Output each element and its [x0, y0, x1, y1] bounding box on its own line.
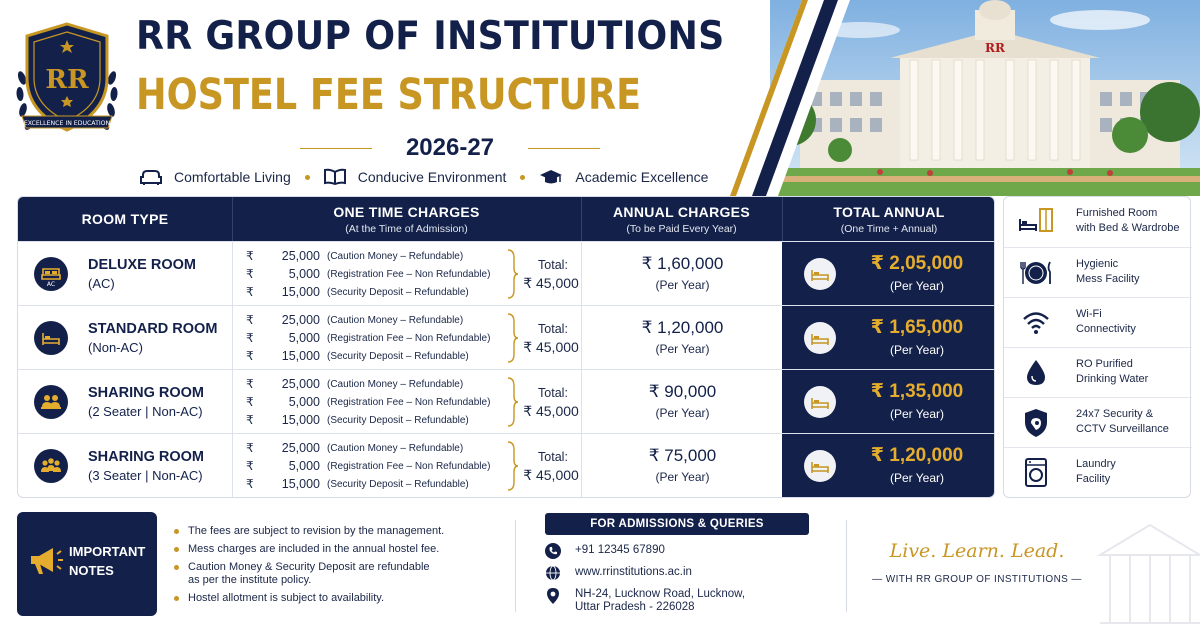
amenity-line2: Facility — [1076, 473, 1111, 485]
charge-label: (Security Deposit – Refundable) — [327, 415, 469, 426]
charge-label: (Security Deposit – Refundable) — [327, 351, 469, 362]
annual-period: (Per Year) — [655, 278, 710, 292]
brace-icon — [506, 312, 518, 364]
total-cell — [782, 306, 995, 370]
three-people-icon — [34, 449, 68, 483]
charge-amount: 25,000 — [281, 441, 320, 455]
title-institution: RR GROUP OF INSTITUTIONS — [136, 14, 725, 59]
room-subtitle: (Non-AC) — [88, 340, 143, 355]
phone-icon — [545, 543, 561, 559]
total-period: (Per Year) — [889, 407, 945, 421]
crest-logo — [12, 20, 122, 140]
total-period: (Per Year) — [889, 471, 945, 485]
room-type-cell — [18, 434, 232, 498]
charge-line — [246, 394, 506, 411]
location-pin-icon — [545, 587, 561, 605]
bullet — [174, 547, 179, 552]
feature-separator — [520, 175, 525, 180]
header-sublabel: (At the Time of Admission) — [345, 222, 468, 235]
charge-amount: 25,000 — [281, 249, 320, 263]
bed-icon — [804, 386, 836, 418]
globe-icon — [545, 565, 561, 581]
charge-amount: 15,000 — [281, 285, 320, 299]
bullet — [174, 529, 179, 534]
note-text: Mess charges are included in the annual hostel fee. — [188, 543, 440, 555]
charge-line — [246, 312, 506, 329]
graduation-cap-icon — [539, 168, 563, 186]
charge-label: (Registration Fee – Non Refundable) — [327, 333, 491, 344]
total-amount: ₹ 2,05,000 — [870, 253, 964, 274]
list-item — [174, 561, 504, 587]
amenity-item — [1004, 447, 1192, 497]
room-type-cell — [18, 242, 232, 306]
amenity-line1: Laundry — [1076, 458, 1116, 470]
currency-symbol: ₹ — [246, 249, 254, 263]
charge-label: (Caution Money – Refundable) — [327, 379, 464, 390]
feature-label: Comfortable Living — [174, 169, 291, 185]
amenity-item — [1004, 197, 1192, 247]
amenity-line1: Wi-Fi — [1076, 308, 1102, 320]
charge-line — [246, 412, 506, 429]
charge-label: (Registration Fee – Non Refundable) — [327, 269, 491, 280]
currency-symbol: ₹ — [246, 459, 254, 473]
amenity-line2: Mess Facility — [1076, 273, 1140, 285]
one-time-total-label: Total: — [538, 258, 568, 272]
building-sign: RR — [985, 41, 1005, 55]
table-row — [18, 433, 995, 497]
bed-icon — [804, 258, 836, 290]
annual-cell — [581, 434, 782, 498]
currency-symbol: ₹ — [246, 285, 254, 299]
brace-icon — [506, 376, 518, 428]
charge-amount: 5,000 — [288, 331, 320, 345]
total-period: (Per Year) — [889, 343, 945, 357]
header-one-time — [232, 197, 581, 241]
charge-line — [246, 440, 506, 457]
currency-symbol: ₹ — [246, 349, 254, 363]
amenity-line2: Connectivity — [1076, 323, 1136, 335]
currency-symbol: ₹ — [246, 267, 254, 281]
amenity-line2: with Bed & Wardrobe — [1076, 222, 1180, 234]
amenity-line1: 24x7 Security & — [1076, 408, 1154, 420]
total-cell — [782, 242, 995, 306]
notes-title-line: IMPORTANT — [69, 544, 146, 559]
note-text: Hostel allotment is subject to availability. — [188, 592, 385, 604]
charge-label: (Caution Money – Refundable) — [327, 443, 464, 454]
one-time-total: ₹ 45,000 — [523, 403, 579, 419]
year-block — [300, 134, 600, 162]
room-name: DELUXE ROOM — [88, 257, 196, 273]
header-label: TOTAL ANNUAL — [833, 203, 945, 220]
feature-separator — [305, 175, 310, 180]
notes-title — [69, 542, 153, 580]
bed-icon — [804, 450, 836, 482]
header-label: ANNUAL CHARGES — [613, 203, 750, 220]
room-subtitle: (AC) — [88, 276, 115, 291]
bed-icon — [34, 321, 68, 355]
header-total-annual — [782, 197, 995, 241]
list-item — [174, 525, 504, 538]
building-watermark-icon — [1090, 505, 1200, 625]
amenity-line1: Furnished Room — [1076, 207, 1158, 219]
header-annual — [581, 197, 782, 241]
sofa-icon — [140, 168, 162, 186]
header-label: ROOM TYPE — [81, 211, 169, 227]
amenity-item — [1004, 397, 1192, 447]
charge-label: (Security Deposit – Refundable) — [327, 287, 469, 298]
currency-symbol: ₹ — [246, 441, 254, 455]
washing-machine-icon — [1018, 456, 1054, 490]
table-row — [18, 241, 995, 305]
charge-amount: 15,000 — [281, 349, 320, 363]
charge-line — [246, 376, 506, 393]
table-row — [18, 369, 995, 433]
slogan: Live. Learn. Lead. — [889, 540, 1065, 562]
charge-line — [246, 458, 506, 475]
notes-list — [174, 525, 504, 610]
table-row — [18, 305, 995, 369]
amenities-panel — [1003, 196, 1191, 498]
charge-amount: 25,000 — [281, 377, 320, 391]
note-text: The fees are subject to revision by the management. — [188, 525, 445, 537]
header-sublabel: (One Time + Annual) — [840, 222, 938, 235]
crest-motto: EXCELLENCE IN EDUCATION — [23, 120, 111, 127]
currency-symbol: ₹ — [246, 413, 254, 427]
charge-line — [246, 248, 506, 265]
bullet — [174, 596, 179, 601]
amenity-item — [1004, 297, 1192, 347]
amenity-item — [1004, 347, 1192, 397]
bed-wardrobe-icon — [1018, 205, 1054, 239]
charge-line — [246, 330, 506, 347]
brace-icon — [506, 440, 518, 492]
ac-badge: AC — [46, 281, 56, 288]
room-name: SHARING ROOM — [88, 385, 204, 401]
footer-divider — [846, 520, 847, 612]
one-time-cell — [232, 306, 581, 370]
shield-icon — [1018, 406, 1054, 440]
charge-amount: 5,000 — [288, 459, 320, 473]
room-subtitle: (2 Seater | Non-AC) — [88, 404, 203, 419]
brace-icon — [506, 248, 518, 300]
one-time-total: ₹ 45,000 — [523, 467, 579, 483]
one-time-cell — [232, 370, 581, 434]
room-type-cell — [18, 370, 232, 434]
header-label: ONE TIME CHARGES — [333, 203, 480, 220]
currency-symbol: ₹ — [246, 477, 254, 491]
address — [575, 588, 745, 614]
total-cell — [782, 370, 995, 434]
feature-item — [539, 168, 708, 186]
note-text: as per the institute policy. — [188, 574, 312, 586]
slogan-tagline: — WITH RR GROUP OF INSTITUTIONS — — [872, 574, 1082, 585]
water-drop-icon — [1018, 356, 1054, 390]
address-line: Uttar Pradesh - 226028 — [575, 601, 695, 613]
ac-room-icon — [34, 257, 68, 291]
annual-amount: ₹ 1,20,000 — [641, 318, 724, 337]
charge-amount: 25,000 — [281, 313, 320, 327]
charge-line — [246, 476, 506, 493]
room-subtitle: (3 Seater | Non-AC) — [88, 468, 203, 483]
website-link[interactable]: www.rrinstitutions.ac.in — [575, 566, 692, 578]
one-time-total: ₹ 45,000 — [523, 275, 579, 291]
charge-label: (Security Deposit – Refundable) — [327, 479, 469, 490]
title-fee-structure: HOSTEL FEE STRUCTURE — [136, 70, 642, 120]
one-time-total-label: Total: — [538, 450, 568, 464]
one-time-total: ₹ 45,000 — [523, 339, 579, 355]
room-type-cell — [18, 306, 232, 370]
total-cell — [782, 434, 995, 498]
annual-amount: ₹ 1,60,000 — [641, 254, 724, 273]
one-time-cell — [232, 242, 581, 306]
annual-cell — [581, 242, 782, 306]
room-name: STANDARD ROOM — [88, 321, 218, 337]
fee-table-header — [18, 197, 995, 241]
one-time-total-label: Total: — [538, 322, 568, 336]
header-slant-stripe — [730, 0, 850, 196]
charge-line — [246, 284, 506, 301]
currency-symbol: ₹ — [246, 313, 254, 327]
currency-symbol: ₹ — [246, 395, 254, 409]
bullet — [174, 565, 179, 570]
feature-label: Conducive Environment — [357, 169, 507, 185]
admissions-heading: FOR ADMISSIONS & QUERIES — [545, 513, 809, 535]
note-text: Caution Money & Security Deposit are refundable — [188, 561, 430, 573]
charge-amount: 5,000 — [288, 267, 320, 281]
wifi-icon — [1018, 306, 1054, 340]
one-time-total-label: Total: — [538, 386, 568, 400]
header-sublabel: (To be Paid Every Year) — [626, 222, 737, 235]
charge-line — [246, 348, 506, 365]
total-amount: ₹ 1,35,000 — [870, 381, 964, 402]
megaphone-icon — [27, 542, 65, 578]
amenity-line2: Drinking Water — [1076, 373, 1149, 385]
notes-title-line: NOTES — [69, 563, 114, 578]
amenity-line2: CCTV Surveillance — [1076, 423, 1169, 435]
currency-symbol: ₹ — [246, 377, 254, 391]
total-amount: ₹ 1,65,000 — [870, 317, 964, 338]
charge-label: (Caution Money – Refundable) — [327, 251, 464, 262]
bed-icon — [804, 322, 836, 354]
list-item — [174, 592, 504, 605]
total-period: (Per Year) — [889, 279, 945, 293]
annual-period: (Per Year) — [655, 406, 710, 420]
list-item — [174, 543, 504, 556]
amenity-item — [1004, 247, 1192, 297]
fee-table — [17, 196, 995, 498]
annual-amount: ₹ 90,000 — [648, 382, 717, 401]
important-notes-badge — [17, 512, 157, 616]
year-rule-right — [528, 148, 600, 149]
charge-label: (Caution Money – Refundable) — [327, 315, 464, 326]
feature-strip — [140, 166, 740, 188]
charge-amount: 5,000 — [288, 395, 320, 409]
charge-amount: 15,000 — [281, 477, 320, 491]
room-name: SHARING ROOM — [88, 449, 204, 465]
academic-year: 2026-27 — [405, 134, 495, 161]
annual-period: (Per Year) — [655, 342, 710, 356]
header-room-type — [18, 197, 232, 241]
amenity-line1: Hygienic — [1076, 258, 1119, 270]
feature-item — [140, 168, 291, 186]
plate-cutlery-icon — [1018, 256, 1054, 290]
total-amount: ₹ 1,20,000 — [870, 445, 964, 466]
crest-initials: RR — [45, 65, 89, 95]
phone-number[interactable]: +91 12345 67890 — [575, 544, 665, 556]
annual-cell — [581, 370, 782, 434]
charge-label: (Registration Fee – Non Refundable) — [327, 461, 491, 472]
charge-label: (Registration Fee – Non Refundable) — [327, 397, 491, 408]
book-icon — [324, 168, 346, 186]
address-line: NH-24, Lucknow Road, Lucknow, — [575, 588, 746, 600]
annual-period: (Per Year) — [655, 470, 710, 484]
annual-amount: ₹ 75,000 — [648, 446, 717, 465]
feature-item — [324, 168, 507, 186]
footer-divider — [515, 520, 516, 612]
annual-cell — [581, 306, 782, 370]
two-people-icon — [34, 385, 68, 419]
one-time-cell — [232, 434, 581, 498]
currency-symbol: ₹ — [246, 331, 254, 345]
feature-label: Academic Excellence — [575, 169, 709, 185]
charge-line — [246, 266, 506, 283]
amenity-line1: RO Purified — [1076, 358, 1133, 370]
charge-amount: 15,000 — [281, 413, 320, 427]
